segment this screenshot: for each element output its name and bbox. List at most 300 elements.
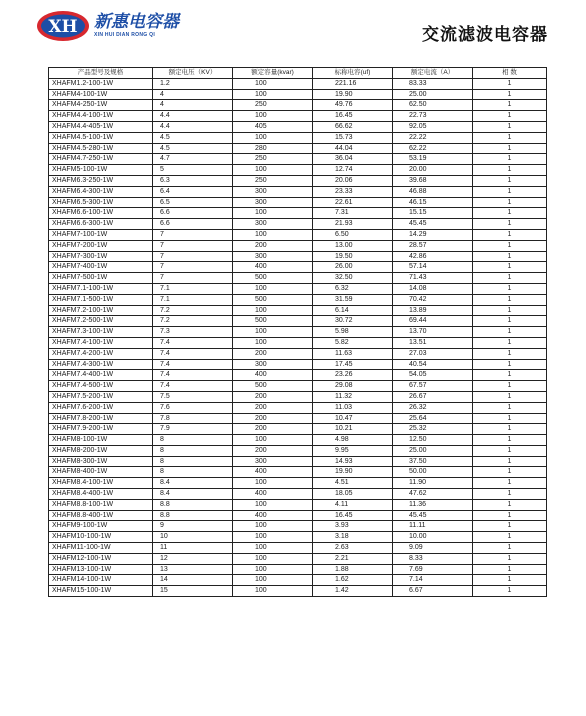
table-cell: 500 bbox=[233, 316, 313, 327]
table-cell: 28.57 bbox=[393, 240, 473, 251]
table-row bbox=[49, 478, 547, 489]
table-cell: 300 bbox=[233, 219, 313, 230]
table-row bbox=[49, 316, 547, 327]
table-cell: 6.6 bbox=[153, 208, 233, 219]
table-cell: 100 bbox=[233, 283, 313, 294]
table-cell: 12.50 bbox=[393, 435, 473, 446]
table-row bbox=[49, 370, 547, 381]
table-cell: XHAFM8.8-100-1W bbox=[49, 499, 153, 510]
table-cell: XHAFM13-100-1W bbox=[49, 564, 153, 575]
table-cell: 200 bbox=[233, 413, 313, 424]
table-row bbox=[49, 553, 547, 564]
table-cell: XHAFM7-100-1W bbox=[49, 229, 153, 240]
table-cell: 300 bbox=[233, 186, 313, 197]
table-cell: 100 bbox=[233, 89, 313, 100]
table-cell: XHAFM8-200-1W bbox=[49, 445, 153, 456]
table-cell: 1.62 bbox=[313, 575, 393, 586]
table-cell: XHAFM7.4-400-1W bbox=[49, 370, 153, 381]
table-cell: XHAFM6.4-300-1W bbox=[49, 186, 153, 197]
table-cell: 8 bbox=[153, 467, 233, 478]
table-cell: 1 bbox=[473, 553, 547, 564]
table-cell: 7 bbox=[153, 273, 233, 284]
table-cell: 66.62 bbox=[313, 121, 393, 132]
table-row bbox=[49, 186, 547, 197]
table-cell: 9.95 bbox=[313, 445, 393, 456]
table-cell: 400 bbox=[233, 510, 313, 521]
table-cell: 1 bbox=[473, 348, 547, 359]
table-cell: XHAFM6.6-100-1W bbox=[49, 208, 153, 219]
table-row bbox=[49, 154, 547, 165]
table-cell: 22.61 bbox=[313, 197, 393, 208]
table-cell: 6.6 bbox=[153, 219, 233, 230]
table-cell: 22.73 bbox=[393, 111, 473, 122]
table-cell: 92.05 bbox=[393, 121, 473, 132]
table-cell: 53.19 bbox=[393, 154, 473, 165]
table-cell: 26.32 bbox=[393, 402, 473, 413]
table-cell: 11.63 bbox=[313, 348, 393, 359]
table-cell: XHAFM7-400-1W bbox=[49, 262, 153, 273]
table-cell: XHAFM6.5-300-1W bbox=[49, 197, 153, 208]
table-cell: 100 bbox=[233, 165, 313, 176]
table-cell: 4 bbox=[153, 100, 233, 111]
table-cell: XHAFM7.4-200-1W bbox=[49, 348, 153, 359]
table-cell: 47.62 bbox=[393, 489, 473, 500]
table-row bbox=[49, 165, 547, 176]
table-row bbox=[49, 89, 547, 100]
table-cell: 100 bbox=[233, 435, 313, 446]
table-cell: 100 bbox=[233, 532, 313, 543]
table-cell: 36.04 bbox=[313, 154, 393, 165]
table-cell: XHAFM4.4-405-1W bbox=[49, 121, 153, 132]
table-cell: 12 bbox=[153, 553, 233, 564]
table-cell: XHAFM1.2-100-1W bbox=[49, 78, 153, 89]
table-cell: XHAFM7-300-1W bbox=[49, 251, 153, 262]
table-cell: 1.88 bbox=[313, 564, 393, 575]
column-header: 额定容量(kvar) bbox=[233, 68, 313, 79]
table-cell: 1 bbox=[473, 489, 547, 500]
table-cell: 100 bbox=[233, 564, 313, 575]
table-cell: 1 bbox=[473, 273, 547, 284]
table-row bbox=[49, 445, 547, 456]
table-cell: 7 bbox=[153, 251, 233, 262]
table-cell: 200 bbox=[233, 402, 313, 413]
table-cell: 11.11 bbox=[393, 521, 473, 532]
table-cell: 1 bbox=[473, 564, 547, 575]
table-row bbox=[49, 435, 547, 446]
table-cell: 1 bbox=[473, 521, 547, 532]
table-cell: XHAFM4.7-250-1W bbox=[49, 154, 153, 165]
table-cell: 200 bbox=[233, 445, 313, 456]
table-row bbox=[49, 111, 547, 122]
table-cell: XHAFM7.9-200-1W bbox=[49, 424, 153, 435]
table-cell: 26.00 bbox=[313, 262, 393, 273]
table-cell: 16.45 bbox=[313, 510, 393, 521]
table-cell: 100 bbox=[233, 575, 313, 586]
table-cell: 46.88 bbox=[393, 186, 473, 197]
table-cell: 7.3 bbox=[153, 327, 233, 338]
table-cell: 300 bbox=[233, 197, 313, 208]
table-header-row bbox=[49, 68, 547, 79]
table-cell: 62.50 bbox=[393, 100, 473, 111]
table-cell: 4.4 bbox=[153, 121, 233, 132]
table-cell: 100 bbox=[233, 586, 313, 597]
table-cell: 15 bbox=[153, 586, 233, 597]
table-cell: 1 bbox=[473, 532, 547, 543]
table-cell: 20.06 bbox=[313, 175, 393, 186]
table-cell: 39.68 bbox=[393, 175, 473, 186]
table-row bbox=[49, 273, 547, 284]
table-cell: 21.93 bbox=[313, 219, 393, 230]
table-row bbox=[49, 564, 547, 575]
table-cell: 19.50 bbox=[313, 251, 393, 262]
table-cell: 400 bbox=[233, 489, 313, 500]
table-cell: 1 bbox=[473, 337, 547, 348]
table-row bbox=[49, 424, 547, 435]
table-cell: XHAFM8.4-100-1W bbox=[49, 478, 153, 489]
table-cell: 71.43 bbox=[393, 273, 473, 284]
table-row bbox=[49, 121, 547, 132]
table-cell: 7.9 bbox=[153, 424, 233, 435]
table-cell: 1 bbox=[473, 499, 547, 510]
table-cell: 8.8 bbox=[153, 499, 233, 510]
table-cell: 7.31 bbox=[313, 208, 393, 219]
table-cell: 100 bbox=[233, 208, 313, 219]
table-cell: XHAFM8-400-1W bbox=[49, 467, 153, 478]
table-cell: 25.64 bbox=[393, 413, 473, 424]
table-cell: 23.26 bbox=[313, 370, 393, 381]
table-cell: 10.21 bbox=[313, 424, 393, 435]
table-cell: 45.45 bbox=[393, 510, 473, 521]
table-cell: XHAFM5-100-1W bbox=[49, 165, 153, 176]
table-cell: 32.50 bbox=[313, 273, 393, 284]
table-cell: 14.08 bbox=[393, 283, 473, 294]
table-cell: 1.42 bbox=[313, 586, 393, 597]
table-cell: 6.67 bbox=[393, 586, 473, 597]
table-cell: 10.00 bbox=[393, 532, 473, 543]
table-cell: 42.86 bbox=[393, 251, 473, 262]
table-cell: XHAFM7-500-1W bbox=[49, 273, 153, 284]
company-logo bbox=[36, 10, 179, 42]
table-row bbox=[49, 391, 547, 402]
table-cell: 1 bbox=[473, 121, 547, 132]
table-cell: 19.90 bbox=[313, 89, 393, 100]
table-cell: 45.45 bbox=[393, 219, 473, 230]
logo-badge bbox=[36, 10, 90, 42]
table-cell: 1 bbox=[473, 132, 547, 143]
table-cell: 11.90 bbox=[393, 478, 473, 489]
table-cell: 83.33 bbox=[393, 78, 473, 89]
table-cell: 1 bbox=[473, 391, 547, 402]
table-cell: XHAFM4.5-100-1W bbox=[49, 132, 153, 143]
table-cell: 17.45 bbox=[313, 359, 393, 370]
table-row bbox=[49, 78, 547, 89]
table-row bbox=[49, 175, 547, 186]
table-cell: 1 bbox=[473, 283, 547, 294]
table-row bbox=[49, 543, 547, 554]
table-cell: 1 bbox=[473, 456, 547, 467]
table-cell: 12.74 bbox=[313, 165, 393, 176]
table-row bbox=[49, 305, 547, 316]
table-cell: 7.1 bbox=[153, 294, 233, 305]
table-cell: XHAFM8-100-1W bbox=[49, 435, 153, 446]
table-cell: 4.11 bbox=[313, 499, 393, 510]
table-cell: 4.5 bbox=[153, 132, 233, 143]
table-cell: 200 bbox=[233, 391, 313, 402]
table-cell: 5.82 bbox=[313, 337, 393, 348]
table-row bbox=[49, 229, 547, 240]
table-cell: XHAFM7.1-500-1W bbox=[49, 294, 153, 305]
table-cell: 7.5 bbox=[153, 391, 233, 402]
table-body bbox=[49, 78, 547, 596]
table-cell: 62.22 bbox=[393, 143, 473, 154]
table-cell: 3.18 bbox=[313, 532, 393, 543]
table-cell: 280 bbox=[233, 143, 313, 154]
table-cell: 1 bbox=[473, 305, 547, 316]
table-cell: 6.14 bbox=[313, 305, 393, 316]
table-cell: 4.4 bbox=[153, 111, 233, 122]
table-cell: 14.93 bbox=[313, 456, 393, 467]
table-cell: 1 bbox=[473, 381, 547, 392]
table-cell: XHAFM11-100-1W bbox=[49, 543, 153, 554]
table-cell: XHAFM7.5-200-1W bbox=[49, 391, 153, 402]
table-cell: 8.8 bbox=[153, 510, 233, 521]
table-cell: 100 bbox=[233, 543, 313, 554]
table-cell: 100 bbox=[233, 478, 313, 489]
table-cell: 1 bbox=[473, 208, 547, 219]
table-cell: 14.29 bbox=[393, 229, 473, 240]
table-cell: 1 bbox=[473, 262, 547, 273]
table-cell: 1 bbox=[473, 467, 547, 478]
column-header: 额定电流（A） bbox=[393, 68, 473, 79]
table-cell: 1.2 bbox=[153, 78, 233, 89]
table-cell: 6.5 bbox=[153, 197, 233, 208]
page-header bbox=[0, 0, 586, 60]
table-row bbox=[49, 283, 547, 294]
table-cell: 100 bbox=[233, 111, 313, 122]
table-cell: 250 bbox=[233, 100, 313, 111]
table-cell: 100 bbox=[233, 337, 313, 348]
table-cell: 100 bbox=[233, 553, 313, 564]
table-cell: 400 bbox=[233, 467, 313, 478]
logo-company-name: 新惠电容器 bbox=[94, 12, 179, 32]
table-cell: 37.50 bbox=[393, 456, 473, 467]
table-cell: 500 bbox=[233, 273, 313, 284]
table-cell: 100 bbox=[233, 305, 313, 316]
table-cell: 1 bbox=[473, 154, 547, 165]
table-row bbox=[49, 348, 547, 359]
table-cell: 7.4 bbox=[153, 381, 233, 392]
table-cell: 30.72 bbox=[313, 316, 393, 327]
table-cell: 500 bbox=[233, 381, 313, 392]
table-cell: 6.4 bbox=[153, 186, 233, 197]
table-cell: 4.7 bbox=[153, 154, 233, 165]
table-cell: 11.36 bbox=[393, 499, 473, 510]
table-row bbox=[49, 327, 547, 338]
table-cell: XHAFM7.2-500-1W bbox=[49, 316, 153, 327]
table-cell: 26.67 bbox=[393, 391, 473, 402]
table-cell: 1 bbox=[473, 413, 547, 424]
table-row bbox=[49, 456, 547, 467]
table-cell: XHAFM7.2-100-1W bbox=[49, 305, 153, 316]
table-row bbox=[49, 521, 547, 532]
table-cell: XHAFM8.4-400-1W bbox=[49, 489, 153, 500]
table-cell: 400 bbox=[233, 370, 313, 381]
table-cell: 1 bbox=[473, 251, 547, 262]
table-cell: 69.44 bbox=[393, 316, 473, 327]
table-cell: 22.22 bbox=[393, 132, 473, 143]
table-cell: 250 bbox=[233, 154, 313, 165]
table-cell: 7.2 bbox=[153, 316, 233, 327]
table-row bbox=[49, 532, 547, 543]
table-row bbox=[49, 359, 547, 370]
table-cell: 14 bbox=[153, 575, 233, 586]
table-cell: 13.51 bbox=[393, 337, 473, 348]
table-cell: 100 bbox=[233, 78, 313, 89]
table-row bbox=[49, 132, 547, 143]
table-cell: XHAFM8.8-400-1W bbox=[49, 510, 153, 521]
table-cell: 11 bbox=[153, 543, 233, 554]
table-cell: 1 bbox=[473, 111, 547, 122]
table-cell: 2.21 bbox=[313, 553, 393, 564]
table-cell: 100 bbox=[233, 521, 313, 532]
table-cell: 31.59 bbox=[313, 294, 393, 305]
table-cell: XHAFM4.5-280-1W bbox=[49, 143, 153, 154]
table-row bbox=[49, 510, 547, 521]
table-cell: 1 bbox=[473, 586, 547, 597]
table-row bbox=[49, 586, 547, 597]
table-cell: XHAFM7.4-500-1W bbox=[49, 381, 153, 392]
table-row bbox=[49, 499, 547, 510]
table-cell: 1 bbox=[473, 327, 547, 338]
table-cell: 6.32 bbox=[313, 283, 393, 294]
table-cell: 29.08 bbox=[313, 381, 393, 392]
table-cell: 8 bbox=[153, 456, 233, 467]
table-cell: 8.4 bbox=[153, 489, 233, 500]
table-cell: 11.03 bbox=[313, 402, 393, 413]
table-cell: 1 bbox=[473, 89, 547, 100]
table-cell: 23.33 bbox=[313, 186, 393, 197]
table-cell: 67.57 bbox=[393, 381, 473, 392]
table-cell: 7 bbox=[153, 262, 233, 273]
table-cell: 250 bbox=[233, 175, 313, 186]
table-cell: XHAFM4-100-1W bbox=[49, 89, 153, 100]
table-row bbox=[49, 402, 547, 413]
table-cell: 7.8 bbox=[153, 413, 233, 424]
table-cell: XHAFM9-100-1W bbox=[49, 521, 153, 532]
table-row bbox=[49, 143, 547, 154]
table-row bbox=[49, 489, 547, 500]
table-cell: 7.14 bbox=[393, 575, 473, 586]
table-cell: 400 bbox=[233, 262, 313, 273]
table-cell: 7.4 bbox=[153, 348, 233, 359]
table-cell: 100 bbox=[233, 327, 313, 338]
table-cell: 7.69 bbox=[393, 564, 473, 575]
table-cell: 11.32 bbox=[313, 391, 393, 402]
table-cell: 7 bbox=[153, 229, 233, 240]
table-cell: 15.73 bbox=[313, 132, 393, 143]
table-cell: 8 bbox=[153, 445, 233, 456]
table-cell: 25.00 bbox=[393, 89, 473, 100]
table-cell: 9 bbox=[153, 521, 233, 532]
table-header bbox=[49, 68, 547, 79]
table-cell: 27.03 bbox=[393, 348, 473, 359]
table-cell: 13.00 bbox=[313, 240, 393, 251]
table-cell: 6.50 bbox=[313, 229, 393, 240]
table-cell: 57.14 bbox=[393, 262, 473, 273]
table-cell: 7.6 bbox=[153, 402, 233, 413]
table-cell: 1 bbox=[473, 316, 547, 327]
table-cell: XHAFM4-250-1W bbox=[49, 100, 153, 111]
table-cell: 8.4 bbox=[153, 478, 233, 489]
table-cell: 1 bbox=[473, 240, 547, 251]
table-cell: 7.4 bbox=[153, 359, 233, 370]
table-cell: 16.45 bbox=[313, 111, 393, 122]
table-cell: 100 bbox=[233, 499, 313, 510]
table-cell: 15.15 bbox=[393, 208, 473, 219]
table-cell: XHAFM10-100-1W bbox=[49, 532, 153, 543]
table-cell: 4.5 bbox=[153, 143, 233, 154]
table-cell: 1 bbox=[473, 435, 547, 446]
table-cell: XHAFM7.4-100-1W bbox=[49, 337, 153, 348]
table-row bbox=[49, 240, 547, 251]
table-cell: 221.16 bbox=[313, 78, 393, 89]
table-cell: 13 bbox=[153, 564, 233, 575]
table-cell: 7.4 bbox=[153, 370, 233, 381]
table-cell: 44.04 bbox=[313, 143, 393, 154]
table-cell: 9.09 bbox=[393, 543, 473, 554]
table-row bbox=[49, 219, 547, 230]
table-cell: 8.33 bbox=[393, 553, 473, 564]
logo-company-pinyin: XIN HUI DIAN RONG QI bbox=[94, 32, 156, 38]
table-cell: XHAFM7.8-200-1W bbox=[49, 413, 153, 424]
logo-mark-icon bbox=[36, 10, 90, 42]
table-cell: XHAFM15-100-1W bbox=[49, 586, 153, 597]
table-cell: 200 bbox=[233, 348, 313, 359]
column-header: 标称电容(uf) bbox=[313, 68, 393, 79]
table-cell: 1 bbox=[473, 424, 547, 435]
table-cell: 1 bbox=[473, 478, 547, 489]
column-header: 额定电压（KV） bbox=[153, 68, 233, 79]
table-cell: 300 bbox=[233, 359, 313, 370]
table-cell: XHAFM6.3-250-1W bbox=[49, 175, 153, 186]
table-cell: 2.63 bbox=[313, 543, 393, 554]
table-cell: 1 bbox=[473, 100, 547, 111]
table-cell: 54.05 bbox=[393, 370, 473, 381]
spec-table-container bbox=[48, 67, 546, 597]
table-cell: 100 bbox=[233, 132, 313, 143]
table-cell: XHAFM12-100-1W bbox=[49, 553, 153, 564]
table-cell: 1 bbox=[473, 402, 547, 413]
table-cell: 300 bbox=[233, 456, 313, 467]
table-cell: 7.4 bbox=[153, 337, 233, 348]
table-cell: 1 bbox=[473, 186, 547, 197]
table-cell: 1 bbox=[473, 445, 547, 456]
document-title: 交流滤波电容器 bbox=[422, 25, 548, 45]
table-cell: 7.1 bbox=[153, 283, 233, 294]
table-cell: 4.51 bbox=[313, 478, 393, 489]
table-row bbox=[49, 413, 547, 424]
table-cell: 3.93 bbox=[313, 521, 393, 532]
table-cell: 200 bbox=[233, 424, 313, 435]
table-row bbox=[49, 262, 547, 273]
table-cell: XHAFM4.4-100-1W bbox=[49, 111, 153, 122]
table-cell: XHAFM7.4-300-1W bbox=[49, 359, 153, 370]
table-cell: 49.76 bbox=[313, 100, 393, 111]
table-cell: 200 bbox=[233, 240, 313, 251]
table-cell: 1 bbox=[473, 359, 547, 370]
table-cell: XHAFM7-200-1W bbox=[49, 240, 153, 251]
table-cell: 1 bbox=[473, 229, 547, 240]
